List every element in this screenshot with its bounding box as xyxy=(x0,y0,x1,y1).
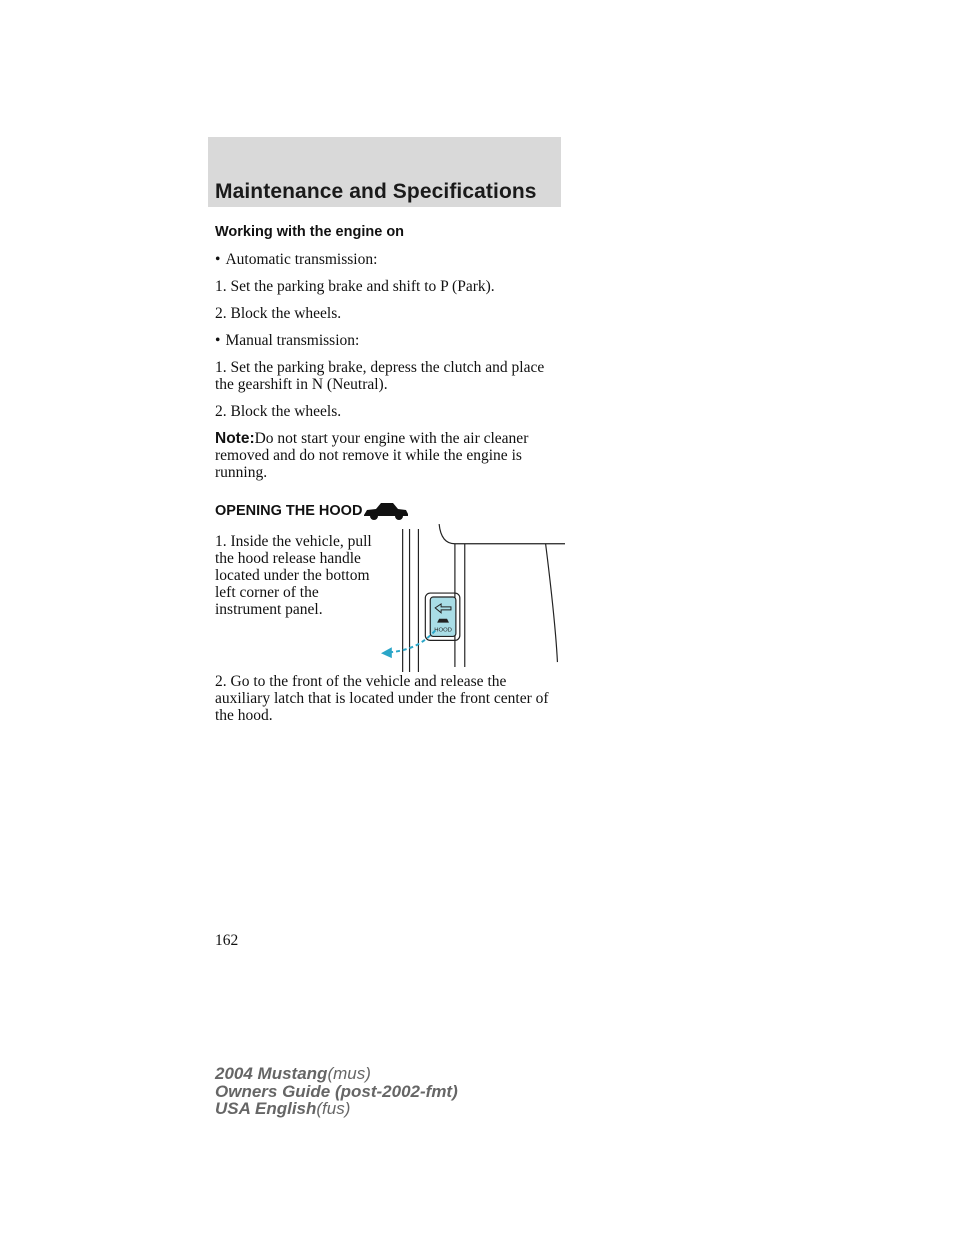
note xyxy=(215,430,560,481)
footer-model: 2004 Mustang xyxy=(215,1064,328,1083)
footer-guide: Owners Guide (post-2002-fmt) xyxy=(215,1081,458,1101)
footer-model-code: (mus) xyxy=(327,1064,371,1083)
footer-language: USA English xyxy=(215,1099,317,1118)
section-title: Maintenance and Specifications xyxy=(215,180,537,203)
pull-direction-arrow xyxy=(390,631,435,653)
car-icon xyxy=(362,501,410,521)
manual-step-1: 1. Set the parking brake, depress the clutch and place the gearshift in N (Neutral). xyxy=(215,359,545,393)
document-footer xyxy=(215,1065,458,1118)
hood-step-2: 2. Go to the front of the vehicle and release the auxiliary latch that is located under the front center of the hood. xyxy=(215,673,549,724)
auto-step-2: 2. Block the wheels. xyxy=(215,305,342,322)
hood-release-illustration xyxy=(378,523,565,673)
page-body xyxy=(215,224,560,734)
footer-line-1 xyxy=(215,1065,458,1083)
automatic-transmission-bullet xyxy=(215,251,560,268)
note-label: Note: xyxy=(215,430,255,447)
automatic-label: Automatic transmission: xyxy=(225,251,378,268)
footer-line-3 xyxy=(215,1100,458,1118)
auto-step-1: 1. Set the parking brake and shift to P (Park). xyxy=(215,278,495,295)
manual-label: Manual transmission: xyxy=(225,332,360,349)
mini-car-icon xyxy=(437,619,449,623)
manual-step-2: 2. Block the wheels. xyxy=(215,403,342,420)
hood-step-1-row xyxy=(215,533,560,673)
opening-hood-title: OPENING THE HOOD xyxy=(215,502,363,519)
engine-on-subheading: Working with the engine on xyxy=(215,224,405,240)
opening-hood-heading xyxy=(215,501,560,521)
note-text: Do not start your engine with the air cleaner removed and do not remove it while the engine is running. xyxy=(215,430,529,481)
hood-step-1: 1. Inside the vehicle, pull the hood release handle located under the bottom left corner of the instrument panel. xyxy=(215,533,372,618)
page-number: 162 xyxy=(215,932,239,949)
hood-handle-label: HOOD xyxy=(433,627,452,634)
footer-line-2 xyxy=(215,1083,458,1101)
pull-direction-arrowhead xyxy=(381,647,392,658)
manual-transmission-bullet xyxy=(215,332,560,349)
footer-language-code: (fus) xyxy=(316,1099,351,1118)
